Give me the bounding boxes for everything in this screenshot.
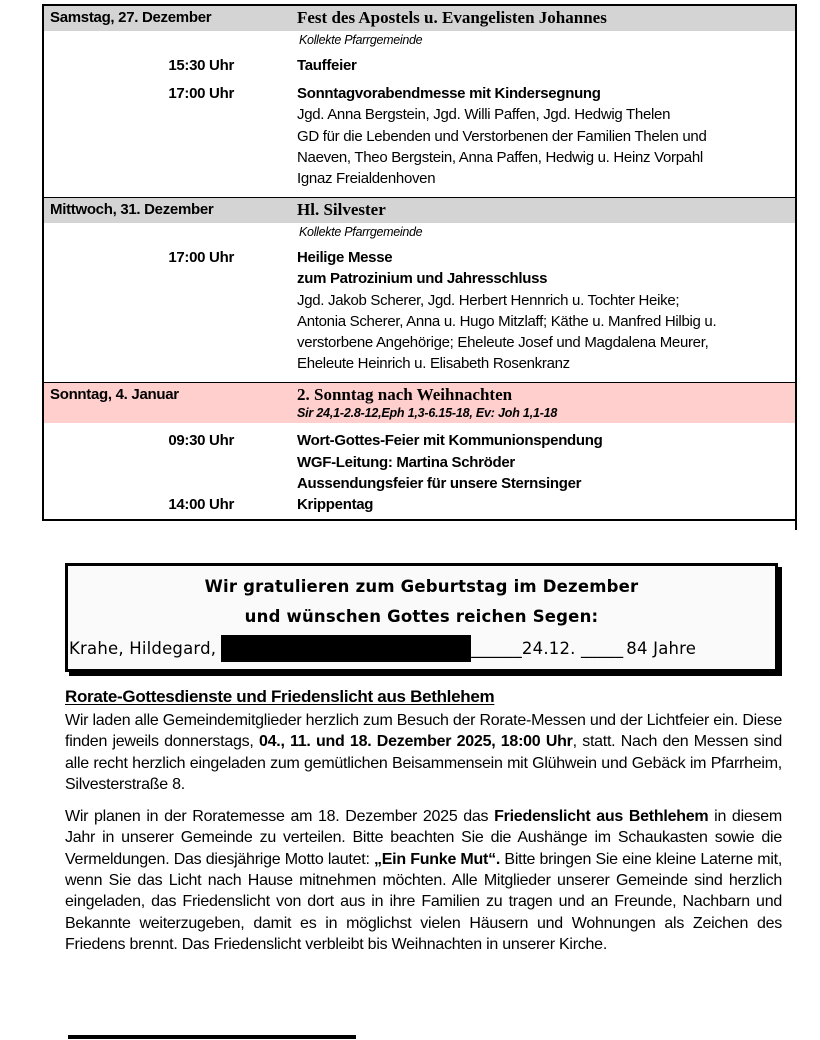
entry-body — [234, 430, 795, 494]
birthday-title-line2: und wünschen Gottes reichen Segen: — [244, 607, 599, 626]
entry-line: Naeven, Theo Bergstein, Anna Paffen, Hedwig u. Heinz Vorpahl — [297, 148, 703, 166]
entry-time: 17:00 Uhr — [168, 85, 234, 103]
paragraph-text: , statt. Nach den Messen sind alle recht herzlich eingeladen zum gemütlichen Beisammensein mit Glühwein und Gebäck im Pfarrheim, Silvesterstraße 8. — [65, 733, 783, 793]
entry-line: Eheleute Heinrich u. Elisabeth Rosenkranz — [297, 355, 570, 373]
schedule-day — [44, 197, 795, 382]
article-paragraph — [65, 710, 782, 795]
schedule-day — [44, 382, 795, 519]
day-title: 2. Sonntag nach Weihnachten — [297, 385, 513, 405]
entry-time: 14:00 Uhr — [168, 496, 234, 514]
article-heading: Rorate-Gottesdienste und Friedenslicht aus Bethlehem — [65, 687, 495, 706]
birthday-box — [65, 563, 778, 672]
entry-body — [234, 55, 795, 76]
paragraph-text: in diesem Jahr in unserer Gemeinde zu verteilen. Bitte beachten Sie die Aushänge im Schaukasten sowie die Vermeldungen. Das diesjährige Motto lautet: — [65, 808, 783, 868]
day-header-row — [44, 382, 795, 423]
entry-time: 15:30 Uhr — [168, 57, 234, 74]
paragraph-bold-text: „Ein Funke Mut“. — [374, 850, 501, 868]
schedule-entry — [44, 33, 795, 48]
day-title-wrap — [297, 7, 795, 29]
article-paragraphs — [65, 710, 782, 955]
day-date: Mittwoch, 31. Dezember — [50, 201, 214, 219]
entry-time: 17:00 Uhr — [168, 249, 234, 267]
entry-line: WGF-Leitung: Martina Schröder — [297, 453, 515, 471]
entry-body — [234, 225, 795, 240]
entry-line: verstorbene Angehörige; Eheleute Josef und Magdalena Meurer, — [297, 334, 709, 352]
paragraph-bold-text: 04., 11. und 18. Dezember 2025, 18:00 Uhr — [258, 733, 573, 751]
paragraph-text: Wir laden alle Gemeindemitglieder herzlich zum Besuch der Rorate-Messen und der Lichtfeier ein. Diese finden jeweils donnerstags, — [65, 712, 782, 751]
paragraph-text: Bitte bringen Sie eine kleine Laterne mit, wenn Sie das Licht nach Hause mitnehmen möchten. Alle Mitglieder unserer Gemeinde sind herzlich eingeladen, das Friedenslicht von dort aus in ihre Familien zu tragen und an Freunde, Nachbarn und Bekannte weiterzugeben, damit es in möglichst vielen Häusern und Wohnungen als Zeichen des Friedens brennt. Das Friedenslicht verbleibt bis Weihnachten in unserer Kirche. — [65, 850, 783, 953]
schedule-entry — [44, 55, 795, 76]
day-title: Hl. Silvester — [297, 200, 386, 220]
entry-line: Krippentag — [297, 496, 374, 514]
next-section-border-fragment — [68, 1035, 356, 1039]
paragraph-bold-text: Friedenslicht aus Bethlehem — [494, 808, 709, 826]
birthday-date: ______24.12. _____ — [471, 639, 624, 658]
rorate-article — [65, 686, 782, 966]
entry-time — [44, 225, 234, 240]
entry-line: Ignaz Freialdenhoven — [297, 170, 436, 188]
day-header-row — [44, 6, 795, 31]
day-readings: Sir 24,1-2.8-12,Eph 1,3-6.15-18, Ev: Joh 1,1-18 — [297, 406, 558, 421]
article-paragraph — [65, 806, 782, 955]
birthday-entry-row — [68, 635, 775, 662]
entry-line: Kollekte Pfarrgemeinde — [299, 225, 423, 240]
entry-body — [234, 247, 795, 374]
entry-line: Jgd. Anna Bergstein, Jgd. Willi Paffen, Jgd. Hedwig Thelen — [297, 106, 671, 124]
schedule-entry — [44, 247, 795, 374]
schedule-entry — [44, 83, 795, 189]
day-header-row — [44, 197, 795, 223]
day-title-wrap — [297, 199, 795, 221]
entry-time: 09:30 Uhr — [168, 432, 234, 450]
schedule-entry — [44, 225, 795, 240]
entry-line: Jgd. Jakob Scherer, Jgd. Herbert Hennrich u. Tochter Heike; — [297, 291, 680, 309]
entry-line: Aussendungsfeier für unsere Sternsinger — [297, 474, 582, 492]
day-date: Sonntag, 4. Januar — [50, 386, 179, 404]
entry-line: Tauffeier — [297, 57, 357, 74]
entry-line: zum Patrozinium und Jahresschluss — [297, 270, 548, 288]
schedule-day — [44, 6, 795, 197]
paragraph-text: Wir planen in der Roratemesse am 18. Dezember 2025 das — [65, 808, 495, 826]
entry-line: Heilige Messe — [297, 249, 393, 267]
entry-line: Sonntagvorabendmesse mit Kindersegnung — [297, 85, 601, 103]
entry-body — [234, 83, 795, 189]
day-title-wrap — [297, 384, 795, 421]
schedule-entry — [44, 430, 795, 494]
birthday-age: 84 Jahre — [626, 639, 697, 658]
entry-line: Antonia Scherer, Anna u. Hugo Mitzlaff; Käthe u. Manfred Hilbig u. — [297, 312, 717, 330]
entry-body — [234, 33, 795, 48]
entry-body — [234, 494, 795, 515]
day-date: Samstag, 27. Dezember — [50, 9, 212, 26]
entry-line: Wort-Gottes-Feier mit Kommunionspendung — [297, 432, 603, 450]
redaction-bar — [221, 635, 471, 662]
schedule-entry — [44, 494, 795, 515]
mass-schedule-table — [42, 4, 797, 521]
day-title: Fest des Apostels u. Evangelisten Johannes — [297, 8, 607, 27]
entry-line: Kollekte Pfarrgemeinde — [299, 33, 423, 47]
entry-line: GD für die Lebenden und Verstorbenen der Familien Thelen und — [297, 127, 707, 145]
entry-time — [44, 33, 234, 48]
birthday-name: Krahe, Hildegard, — [69, 639, 217, 658]
birthday-title-line1: Wir gratulieren zum Geburtstag im Dezember — [204, 577, 639, 596]
